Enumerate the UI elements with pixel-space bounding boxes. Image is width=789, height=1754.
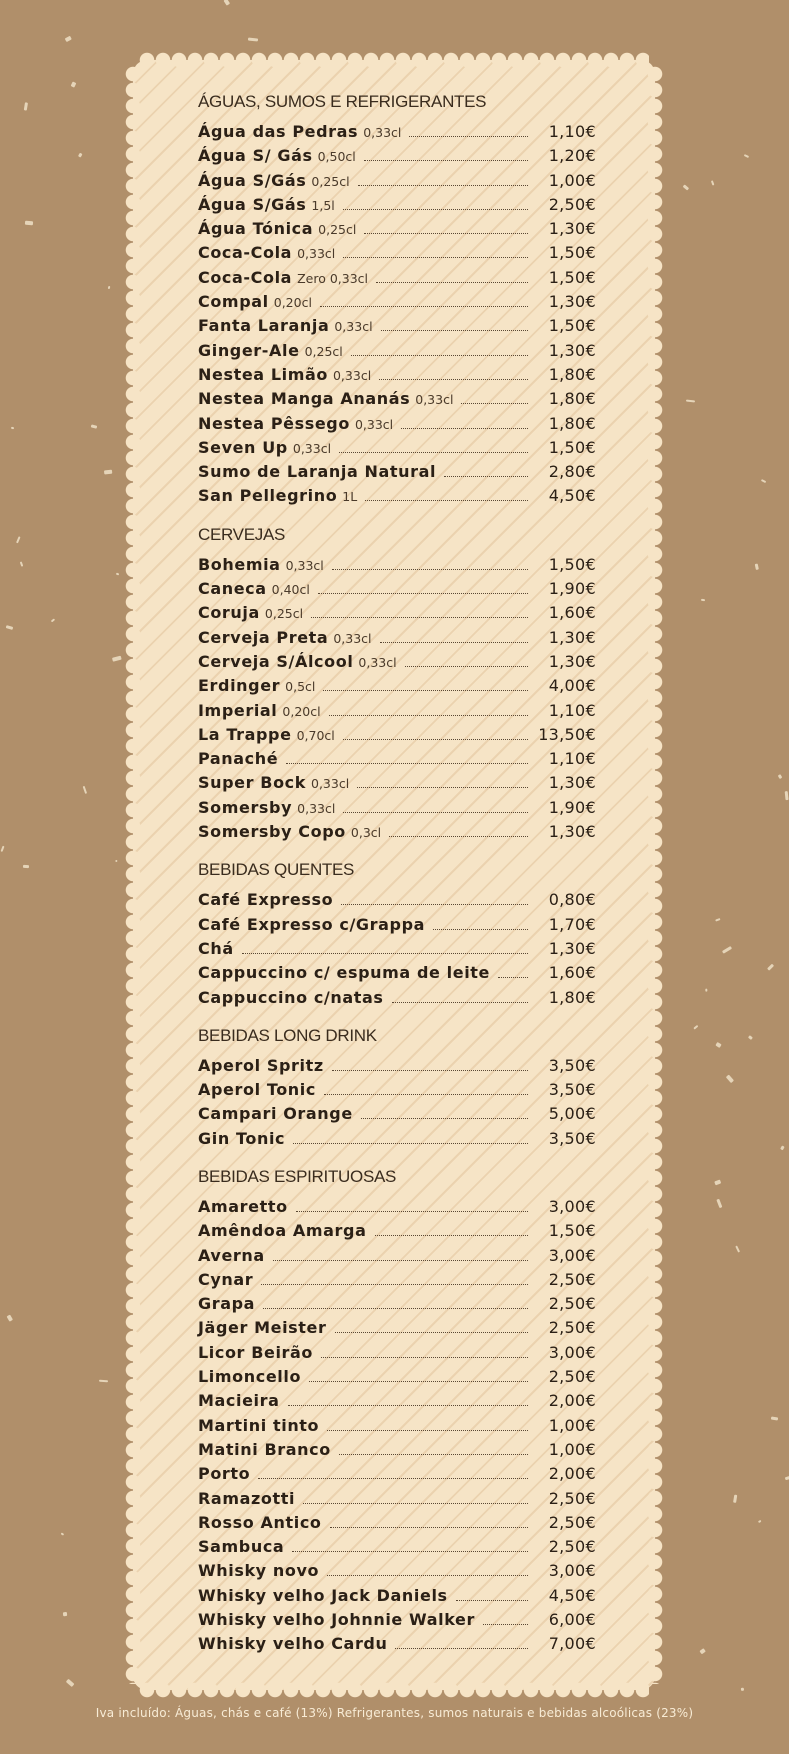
item-price: 2,50€ [548,194,596,214]
dot-leader [401,428,528,429]
item-name: Ginger-Ale [198,340,300,360]
dot-leader [389,836,528,837]
dot-leader [258,1478,528,1479]
item-volume: 0,33cl [311,776,350,792]
item-price: 1,60€ [548,603,596,623]
menu-item [198,412,596,436]
item-name: Coca-Cola [198,243,293,263]
item-price: 1,60€ [548,963,596,983]
menu-item [198,1389,596,1413]
item-price: 1,00€ [548,1439,596,1459]
menu-item [198,937,596,961]
dot-leader [498,977,528,978]
menu-item [198,1195,596,1219]
item-volume: 0,33cl [333,630,372,646]
dot-leader [433,929,528,930]
item-name: Nestea Pêssego [198,413,350,433]
item-price: 1,50€ [548,437,596,457]
item-price: 1,00€ [548,170,596,190]
dot-leader [339,452,528,453]
menu-item [198,217,596,241]
menu-item [198,314,596,338]
item-name: Café Expresso c/Grappa [198,914,426,934]
menu-section [198,1163,596,1657]
dot-leader [327,1575,528,1576]
item-volume: 0,33cl [332,367,372,383]
item-price: 4,50€ [548,1585,596,1605]
dot-leader [327,1430,528,1431]
item-price: 1,20€ [548,146,596,166]
item-name: Licor Beirão [198,1342,314,1362]
dot-leader [456,1600,528,1601]
item-name: Whisky velho Johnnie Walker [198,1610,475,1630]
item-name: Cerveja Preta [198,627,329,647]
dot-leader [329,715,528,716]
dot-leader [263,1308,528,1309]
menu-section [198,521,596,845]
dot-leader [444,476,528,477]
item-name: Super Bock [198,773,306,793]
item-name: Nestea Limão [198,364,328,384]
item-price: 5,00€ [548,1104,596,1124]
item-name: Limoncello [198,1367,302,1387]
menu-item [198,387,596,411]
item-price: 2,00€ [548,1391,596,1411]
item-name: Somersby [198,797,293,817]
item-volume: 0,20cl [282,703,321,719]
menu-item [198,553,596,577]
item-name: Bohemia [198,554,281,574]
menu-item [198,1632,596,1656]
item-price: 2,50€ [548,1512,596,1532]
dot-leader [339,1454,528,1455]
item-price: 1,80€ [548,987,596,1007]
item-volume: 0,70cl [296,727,335,743]
item-name: La Trappe [198,724,292,744]
item-name: Fanta Laranja [198,316,330,336]
dot-leader [261,1284,528,1285]
item-price: 3,50€ [548,1080,596,1100]
item-name: Coca-Cola [198,267,293,287]
menu-item [198,1268,596,1292]
item-name: Sumo de Laranja Natural [198,462,437,482]
menu-item [198,986,596,1010]
item-price: 0,80€ [548,890,596,910]
item-name: Whisky velho Jack Daniels [198,1585,448,1605]
menu-item [198,747,596,771]
menu-item [198,1054,596,1078]
menu-item [198,1487,596,1511]
item-price: 1,10€ [548,749,596,769]
dot-leader [293,1143,528,1144]
menu-item [198,484,596,508]
item-volume: 0,25cl [304,343,343,359]
dot-leader [375,1235,528,1236]
menu-item [198,1462,596,1486]
item-price: 1,30€ [548,938,596,958]
dot-leader [365,500,528,501]
item-price: 1,80€ [548,364,596,384]
dot-leader [395,1648,528,1649]
item-price: 1,50€ [548,267,596,287]
item-price: 1,50€ [548,316,596,336]
item-name: Gin Tonic [198,1128,286,1148]
item-name: Água S/ Gás [198,146,313,166]
item-price: 1,30€ [548,822,596,842]
menu-item [198,266,596,290]
menu-item [198,650,596,674]
item-name: Macieira [198,1391,280,1411]
menu-item [198,241,596,265]
menu-item [198,169,596,193]
item-name: Panaché [198,749,279,769]
item-name: Whisky velho Cardu [198,1634,388,1654]
item-name: Água das Pedras [198,122,359,141]
item-name: Coruja [198,603,260,623]
item-volume: 0,25cl [318,222,357,238]
menu-item [198,961,596,985]
item-price: 1,30€ [548,773,596,793]
item-name: Martini tinto [198,1415,320,1435]
dot-leader [376,282,528,283]
menu-item [198,1511,596,1535]
item-name: Chá [198,938,234,958]
menu-item [198,120,596,144]
item-name: Grapa [198,1294,256,1314]
item-volume: 0,25cl [264,606,304,622]
item-name: Matini Branco [198,1439,331,1459]
item-volume: 0,20cl [273,295,312,311]
dot-leader [364,160,528,161]
dot-leader [242,953,528,954]
item-price: 3,00€ [548,1342,596,1362]
item-volume: 0,33cl [297,246,336,262]
scalloped-edge-bottom [139,1682,649,1698]
item-volume: 1L [342,489,358,505]
section-title: BEBIDAS QUENTES [198,860,355,880]
dot-leader [361,1118,528,1119]
item-name: Aperol Spritz [198,1055,324,1075]
dot-leader [323,690,528,691]
dot-leader [332,569,528,570]
vat-note: Iva incluído: Águas, chás e café (13%) Refrigerantes, sumos naturais e bebidas alcoólicas (23%) [95,1706,694,1720]
item-price: 4,00€ [548,676,596,696]
menu-item [198,626,596,650]
dot-leader [343,812,528,813]
item-price: 4,50€ [548,486,596,506]
dot-leader [286,763,528,764]
menu-item [198,144,596,168]
dot-leader [288,1405,528,1406]
dot-leader [330,1527,528,1528]
dot-leader [381,330,528,331]
item-price: 3,00€ [548,1245,596,1265]
item-name: Whisky novo [198,1561,320,1581]
dot-leader [461,403,528,404]
item-volume: 0,5cl [285,679,316,695]
dot-leader [341,904,528,905]
section-title: BEBIDAS ESPIRITUOSAS [198,1166,397,1186]
item-price: 3,00€ [548,1196,596,1216]
item-name: Água S/Gás [198,170,307,190]
menu-item [198,1438,596,1462]
item-name: Seven Up [198,437,288,457]
dot-leader [332,1070,528,1071]
item-price: 7,00€ [548,1634,596,1654]
item-price: 1,80€ [548,413,596,433]
item-price: 2,50€ [548,1537,596,1557]
menu-item [198,577,596,601]
menu-item [198,796,596,820]
menu-item [198,1244,596,1268]
scalloped-edge-right [647,66,663,1684]
menu-item [198,1292,596,1316]
dot-leader [303,1503,528,1504]
item-price: 2,00€ [548,1464,596,1484]
dot-leader [392,1002,528,1003]
item-price: 2,50€ [548,1318,596,1338]
item-name: Água Tónica [198,219,314,239]
menu-item [198,1102,596,1126]
item-name: Cynar [198,1269,254,1289]
drinks-menu [198,88,596,1669]
item-price: 2,50€ [548,1269,596,1289]
item-name: Cappuccino c/ espuma de leite [198,963,490,983]
dot-leader [343,739,528,740]
item-volume: Zero 0,33cl [297,270,368,286]
dot-leader [324,1094,528,1095]
dot-leader [343,209,528,210]
menu-item [198,601,596,625]
dot-leader [321,1357,528,1358]
item-volume: 1,5l [311,197,335,213]
item-name: Nestea Manga Ananás [198,389,411,409]
item-price: 1,50€ [548,1221,596,1241]
menu-item [198,723,596,747]
dot-leader [409,136,528,137]
section-title: BEBIDAS LONG DRINK [198,1025,377,1045]
item-volume: 0,33cl [334,319,373,335]
scalloped-edge-left [125,66,141,1684]
dot-leader [273,1260,528,1261]
menu-item [198,193,596,217]
menu-item [198,436,596,460]
item-price: 1,50€ [548,243,596,263]
item-name: Sambuca [198,1537,285,1557]
dot-leader [309,1381,528,1382]
item-name: Ramazotti [198,1488,296,1508]
item-price: 1,30€ [548,651,596,671]
menu-item [198,1219,596,1243]
menu-item [198,460,596,484]
item-price: 2,50€ [548,1294,596,1314]
menu-item [198,888,596,912]
item-volume: 0,33cl [354,416,394,432]
menu-item [198,674,596,698]
item-name: Aperol Tonic [198,1080,316,1100]
item-volume: 0,33cl [363,125,402,140]
menu-section [198,88,596,509]
dot-leader [358,185,528,186]
item-price: 1,90€ [548,797,596,817]
item-price: 1,00€ [548,1415,596,1435]
menu-section [198,1022,596,1151]
section-title: ÁGUAS, SUMOS E REFRIGERANTES [198,92,487,111]
item-price: 3,50€ [548,1128,596,1148]
menu-item [198,1535,596,1559]
dot-leader [335,1332,529,1333]
item-price: 2,50€ [548,1367,596,1387]
dot-leader [379,379,528,380]
dot-leader [357,787,528,788]
item-price: 2,50€ [548,1488,596,1508]
item-volume: 0,33cl [415,392,454,408]
item-name: Somersby Copo [198,822,346,842]
item-volume: 0,33cl [292,440,332,456]
item-price: 1,80€ [548,389,596,409]
item-volume: 0,33cl [297,800,336,816]
item-price: 1,30€ [548,627,596,647]
item-price: 1,10€ [548,700,596,720]
dot-leader [296,1211,528,1212]
menu-item [198,699,596,723]
menu-item [198,1559,596,1583]
item-price: 1,10€ [548,122,596,141]
item-volume: 0,25cl [311,173,350,189]
item-name: Amêndoa Amarga [198,1221,367,1241]
item-name: Jäger Meister [198,1318,327,1338]
dot-leader [351,355,528,356]
item-price: 6,00€ [548,1610,596,1630]
item-name: San Pellegrino [198,486,338,506]
section-title: CERVEJAS [198,524,286,544]
item-price: 1,30€ [548,219,596,239]
item-name: Imperial [198,700,278,720]
menu-item [198,1341,596,1365]
menu-section [198,856,596,1009]
item-price: 3,50€ [548,1055,596,1075]
item-name: Compal [198,292,269,312]
item-name: Amaretto [198,1196,288,1216]
menu-item [198,820,596,844]
dot-leader [364,233,528,234]
item-name: Cerveja S/Álcool [198,651,354,671]
item-volume: 0,3cl [350,825,382,841]
item-price: 1,90€ [548,579,596,599]
dot-leader [292,1551,528,1552]
item-price: 1,50€ [548,554,596,574]
item-name: Porto [198,1464,251,1484]
dot-leader [483,1624,528,1625]
item-name: Rosso Antico [198,1512,322,1532]
item-name: Caneca [198,579,267,599]
item-name: Erdinger [198,676,281,696]
item-name: Averna [198,1245,265,1265]
menu-item [198,339,596,363]
item-name: Água S/Gás [198,194,307,214]
item-price: 1,30€ [548,292,596,312]
menu-item [198,290,596,314]
item-volume: 0,33cl [358,654,397,670]
menu-item [198,363,596,387]
dot-leader [405,666,528,667]
item-volume: 0,33cl [285,557,324,573]
item-name: Cappuccino c/natas [198,987,384,1007]
item-price: 2,80€ [548,462,596,482]
dot-leader [380,642,528,643]
item-price: 1,70€ [548,914,596,934]
menu-item [198,771,596,795]
item-volume: 0,50cl [317,149,356,165]
item-price: 3,00€ [548,1561,596,1581]
menu-item [198,1584,596,1608]
item-price: 1,30€ [548,340,596,360]
menu-item [198,913,596,937]
scalloped-edge-top [139,52,649,68]
menu-item [198,1316,596,1340]
menu-item [198,1608,596,1632]
item-price: 13,50€ [538,724,596,744]
dot-leader [343,257,528,258]
item-volume: 0,40cl [271,582,310,598]
dot-leader [318,593,528,594]
item-name: Café Expresso [198,890,334,910]
dot-leader [320,306,528,307]
menu-item [198,1414,596,1438]
menu-item [198,1365,596,1389]
menu-item [198,1127,596,1151]
menu-item [198,1078,596,1102]
item-name: Campari Orange [198,1104,353,1124]
dot-leader [311,617,528,618]
